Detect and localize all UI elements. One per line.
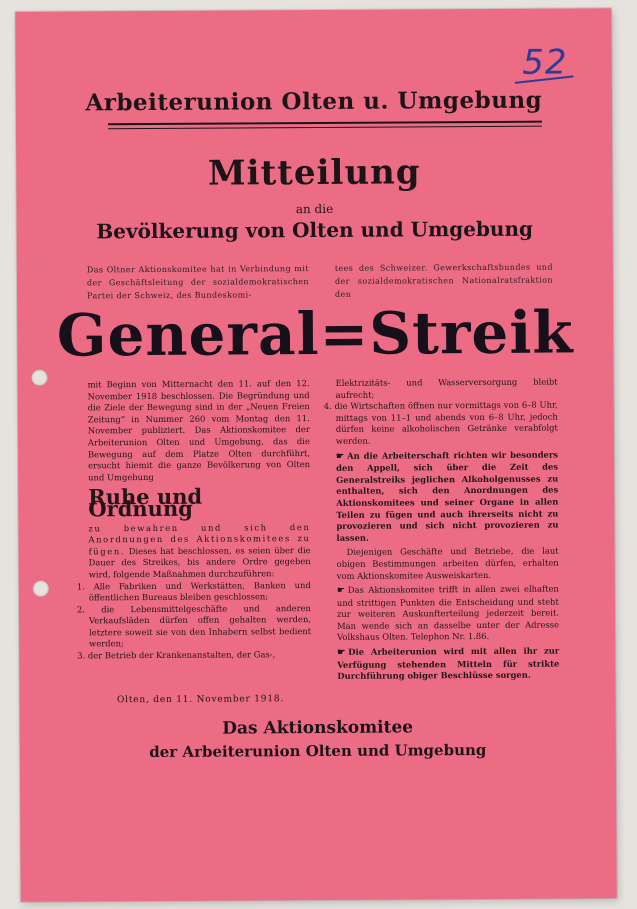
pointing-hand-icon: ☛: [335, 451, 345, 462]
left-column: [76, 378, 312, 662]
right-paragraph-3-text: Das Aktionskomitee trifft in allen zwei elhaften und strittigen Punkten die Entscheidung und steht zur weiteren Auskunfterteilung jederzeit bereit. Man wende sich an dasselbe unter der Adresse Volkshaus Olten. Telephon Nr. 1.86.: [336, 583, 560, 643]
subtitle: Bevölkerung von Olten und Umgebung: [96, 216, 534, 244]
closing-text: Die Arbeiterunion wird mit allen ihr zur Verfügung stehenden Mitteln für strikte Durchführung obiger Beschlüsse sorgen.: [337, 645, 560, 682]
punch-hole: [31, 370, 47, 386]
left-paragraph-1: mit Beginn von Mitternacht den 11. auf den 12. November 1918 beschlossen. Die Begründung und die Ziele der Bewegung sind in der „Neuen Freien Zeitung“ in Nummer 260 vom Montag den 11. November publiziert. Das Aktionskomitee der Arbeiterunion Olten und Umgebung, das die Bewegung auf dem Platze Olten durchführt, ersucht hiemit die ganze Bevölkerung von Olten und Umgebung: [87, 378, 311, 483]
intro-right: tees des Schweizer. Gewerkschaftsbundes und der sozialdemokratischen Nationalratsfraktion den: [334, 262, 553, 299]
list-item: 3. der Betrieb der Krankenanstalten, der Gas-,: [77, 649, 276, 661]
strike-poster: [15, 8, 616, 902]
list-item: 2. die Lebensmittelgeschäfte und anderen Verkaufsläden dürfen offen gehalten werden, letztere soweit sie von den Inhabern selbst bedient werden;: [76, 602, 312, 649]
appeal-text: An die Arbeiterschaft richten wir besonders den Appell, sich über die Zeit des Generalstreiks jeglichen Alkoholgenusses zu enthalten, sich den Anordnungen des Aktionskomitees und seiner Organe in allen Teilen zu fügen und auch ihrerseits nicht zu provozieren und sich nicht provozieren zu lassen.: [336, 449, 559, 543]
an-die-text: an die: [295, 201, 334, 217]
list-item: 4. die Wirtschaften öffnen nur vormittags von 6–8 Uhr, mittags von 11–1 und abends von 6–8 Uhr, jedoch dürfen keine alkoholischen Getränke verabfolgt werden.: [323, 399, 558, 446]
right-column: [323, 376, 560, 683]
page-title: Mitteilung: [207, 152, 421, 194]
header-rule-thin: [108, 126, 542, 130]
header-rule: [108, 121, 542, 126]
list-item: 1. Alle Fabriken und Werkstätten, Banken und öffentlichen Bureaus bleiben geschlossen;: [76, 579, 311, 603]
pointing-hand-icon: ☛: [337, 647, 346, 658]
right-paragraph-3: [337, 584, 559, 644]
closing-paragraph: [337, 646, 559, 683]
spaced-text: zu bewahren und sich den Anordnungen des Aktionskomitees zu fügen.: [88, 521, 311, 557]
punch-hole: [33, 581, 49, 597]
signature-line-2: der Arbeiterunion Olten und Umgebung: [149, 740, 487, 762]
section-title: Ruhe und Ordnung: [88, 484, 203, 522]
organization-header: Arbeiterunion Olten u. Umgebung: [85, 86, 543, 117]
pointing-hand-icon: ☛: [336, 585, 345, 596]
handwritten-number: 52: [522, 42, 568, 83]
intro-left: Das Oltner Aktionskomitee hat in Verbindung mit der Geschäftsleitung der sozialdemokratischen Partei der Schweiz, des Bundeskomi-: [86, 264, 309, 301]
appeal-paragraph: [336, 449, 559, 544]
headline-general-streik: General=Streik: [56, 298, 574, 370]
left-paragraph-2-rest: Dieses hat beschlossen, es seien über die Dauer des Streikes, bis andere Ordre gegeben wird, folgende Maßnahmen durchzuführen:: [88, 544, 311, 580]
right-paragraph-2: Diejenigen Geschäfte und Betriebe, die laut obigen Bestimmungen arbeiten dürfen, erhalten vom Aktionskomitee Ausweiskarten.: [336, 545, 559, 581]
date-line: Olten, den 11. November 1918.: [116, 694, 285, 706]
left-paragraph-2: [88, 522, 310, 581]
signature-line-1: Das Aktionskomitee: [222, 717, 414, 739]
right-paragraph-1: Elektrizitäts- und Wasserversorgung bleibt aufrecht;: [335, 376, 558, 400]
